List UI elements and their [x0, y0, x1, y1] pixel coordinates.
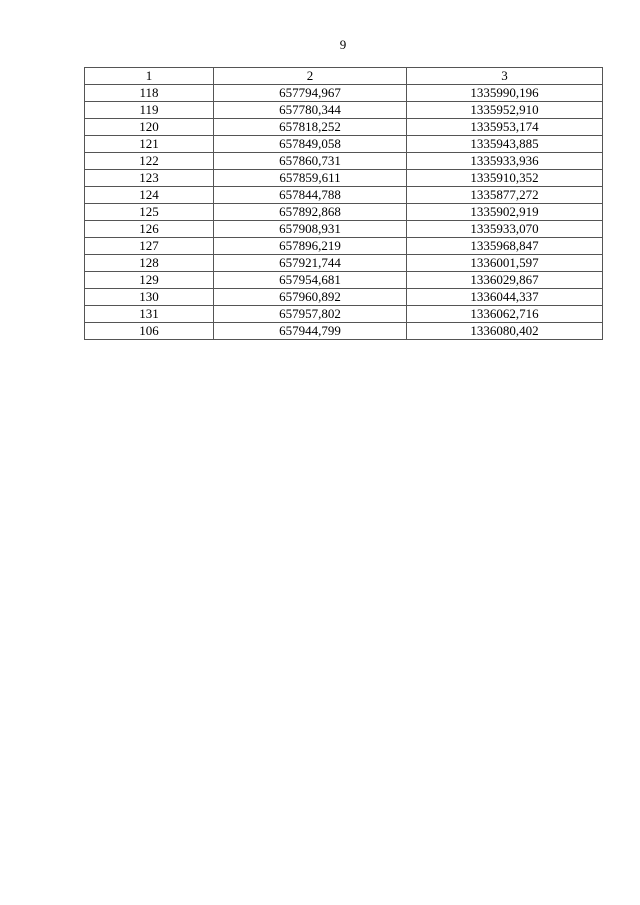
x-coordinate-cell: 657859,611 [214, 170, 407, 187]
y-coordinate-cell: 1335877,272 [407, 187, 603, 204]
table-row [85, 323, 603, 340]
y-coordinate-cell: 1336080,402 [407, 323, 603, 340]
x-coordinate-cell: 657921,744 [214, 255, 407, 272]
table-row [85, 289, 603, 306]
y-coordinate-cell: 1335933,936 [407, 153, 603, 170]
point-number-cell: 121 [85, 136, 214, 153]
point-number-cell: 124 [85, 187, 214, 204]
column-header-1: 1 [85, 68, 214, 85]
x-coordinate-cell: 657780,344 [214, 102, 407, 119]
y-coordinate-cell: 1335952,910 [407, 102, 603, 119]
point-number-cell: 118 [85, 85, 214, 102]
table-row [85, 170, 603, 187]
x-coordinate-cell: 657908,931 [214, 221, 407, 238]
table-row [85, 85, 603, 102]
y-coordinate-cell: 1335968,847 [407, 238, 603, 255]
table-row [85, 221, 603, 238]
y-coordinate-cell: 1335990,196 [407, 85, 603, 102]
table-row [85, 238, 603, 255]
coordinates-table [84, 67, 603, 340]
x-coordinate-cell: 657844,788 [214, 187, 407, 204]
y-coordinate-cell: 1335953,174 [407, 119, 603, 136]
point-number-cell: 120 [85, 119, 214, 136]
table-row [85, 204, 603, 221]
x-coordinate-cell: 657892,868 [214, 204, 407, 221]
table-body [85, 68, 603, 340]
point-number-cell: 130 [85, 289, 214, 306]
table-header-row [85, 68, 603, 85]
y-coordinate-cell: 1336044,337 [407, 289, 603, 306]
table-row [85, 153, 603, 170]
x-coordinate-cell: 657960,892 [214, 289, 407, 306]
table-row [85, 255, 603, 272]
page-number: 9 [339, 37, 347, 52]
table-row [85, 102, 603, 119]
table-row [85, 306, 603, 323]
point-number-cell: 123 [85, 170, 214, 187]
point-number-cell: 122 [85, 153, 214, 170]
table-row [85, 187, 603, 204]
x-coordinate-cell: 657794,967 [214, 85, 407, 102]
y-coordinate-cell: 1335902,919 [407, 204, 603, 221]
y-coordinate-cell: 1336062,716 [407, 306, 603, 323]
y-coordinate-cell: 1336029,867 [407, 272, 603, 289]
x-coordinate-cell: 657849,058 [214, 136, 407, 153]
column-header-2: 2 [214, 68, 407, 85]
x-coordinate-cell: 657818,252 [214, 119, 407, 136]
column-header-3: 3 [407, 68, 603, 85]
y-coordinate-cell: 1335910,352 [407, 170, 603, 187]
table-row [85, 119, 603, 136]
point-number-cell: 106 [85, 323, 214, 340]
point-number-cell: 129 [85, 272, 214, 289]
point-number-cell: 126 [85, 221, 214, 238]
point-number-cell: 125 [85, 204, 214, 221]
point-number-cell: 128 [85, 255, 214, 272]
point-number-cell: 131 [85, 306, 214, 323]
point-number-cell: 127 [85, 238, 214, 255]
x-coordinate-cell: 657944,799 [214, 323, 407, 340]
y-coordinate-cell: 1335943,885 [407, 136, 603, 153]
y-coordinate-cell: 1336001,597 [407, 255, 603, 272]
point-number-cell: 119 [85, 102, 214, 119]
x-coordinate-cell: 657860,731 [214, 153, 407, 170]
y-coordinate-cell: 1335933,070 [407, 221, 603, 238]
table-row [85, 136, 603, 153]
table-row [85, 272, 603, 289]
x-coordinate-cell: 657896,219 [214, 238, 407, 255]
x-coordinate-cell: 657957,802 [214, 306, 407, 323]
x-coordinate-cell: 657954,681 [214, 272, 407, 289]
